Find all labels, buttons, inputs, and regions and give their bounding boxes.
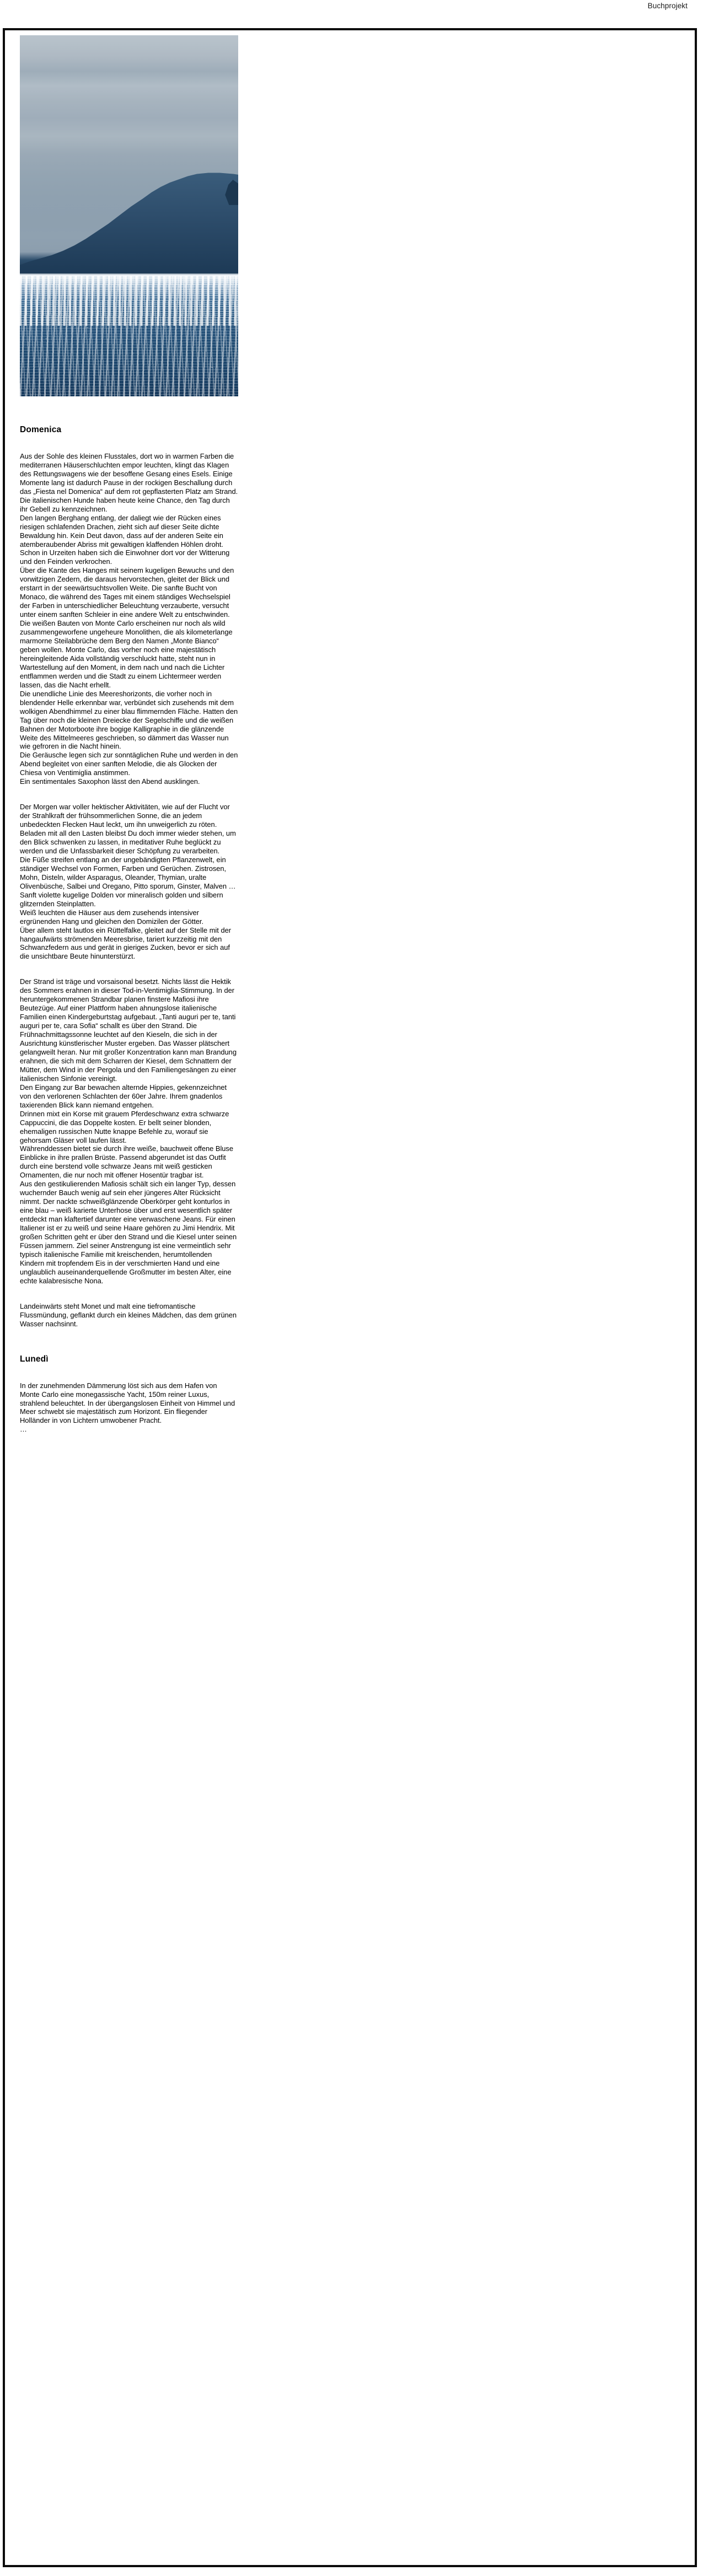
domenica-block-4 <box>20 1302 238 1329</box>
paragraph: Drinnen mixt ein Korse mit grauem Pferdeschwanz extra schwarze Cappuccini, die das Doppelte kosten. Er bellt seiner blonden, ehemaligen russischen Nutte knappe Befehle zu, worauf sie gehorsam Gläser voll laufen lässt. <box>20 1109 229 1144</box>
page-frame <box>3 28 697 2567</box>
paragraph: Der Morgen war voller hektischer Aktivitäten, wie auf der Flucht vor der Strahlkraft der frühsommerlichen Sonne, die an jedem unbedeckten Flecken Haut leckt, um ihn unweigerlich zu röten. <box>20 803 230 829</box>
paragraph: Die Füße streifen entlang an der ungebändigten Pflanzenwelt, ein ständiger Wechsel von Formen, Farben und Gerüchen. Zistrosen, Mohn, Disteln, wilder Asparagus, Oleander, Thymian, uralte Olivenbüsche, Salbei und Oregano, Pitto sporum, Ginster, Malven … Sanft violette kugelige Dolden vor mineralisch golden und silbern glitzernden Steinplatten. <box>20 855 236 908</box>
continuation-ellipsis: … <box>20 1425 27 1434</box>
domenica-block-2 <box>20 803 238 961</box>
paragraph: Der Strand ist träge und vorsaisonal besetzt. Nichts lässt die Hektik des Sommers erahnen in dieser Tod-in-Ventimiglia-Stimmung. In der heruntergekommenen Strandbar planen finstere Mafiosi ihre Beutezüge. Auf einer Plattform haben ahnungslose italienische Familien einen Kindergeburtstag aufgebaut. „Tanti auguri per te, tanti auguri per te, cara Sofia“ schallt es über den Strand. Die Frühnachmittagssonne leuchtet auf den Kieseln, die sich in der Ausrichtung künstlerischer Muster ergeben. Das Wasser plätschert gelangweilt heran. Nur mit großer Konzentration kann man Brandung erahnen, die sich mit dem Scharren der Kiesel, dem Schnattern der Mütter, dem Wind in der Pergola und den Familiengesängen zu einer italienischen Sinfonie vereinigt. <box>20 977 237 1083</box>
seascape-photo <box>20 35 238 396</box>
seascape-photo-image <box>20 35 238 396</box>
domenica-block-1 <box>20 452 238 786</box>
paragraph: Den Eingang zur Bar bewachen alternde Hippies, gekennzeichnet von den verlorenen Schlachten der 60er Jahre. Ihrem gnadenlos taxierenden Blick kann niemand entgehen. <box>20 1083 227 1109</box>
paragraph: Den langen Berghang entlang, der daliegt wie der Rücken eines riesigen schlafenden Drachen, zieht sich auf dieser Seite dichte Bewaldung hin. Kein Deut davon, dass auf der anderen Seite ein atemberaubender Abriss mit gewaltigen klaffenden Höhlen droht. Schon in Urzeiten haben sich die Einwohner dort vor der Witterung und den Feinden verkrochen. <box>20 513 230 566</box>
content-column <box>20 30 238 1434</box>
paragraph: Beladen mit all den Lasten bleibst Du doch immer wieder stehen, um den Blick schwenken zu lassen, in meditativer Ruhe beglückt zu werden und die Unfassbarkeit dieser Schöpfung zu verarbeiten. <box>20 829 236 855</box>
paragraph: Währenddessen bietet sie durch ihre weiße, bauchweit offene Bluse Einblicke in ihre prallen Brüste. Passend abgerundet ist das Outfit durch eine berstend volle schwarze Jeans mit weiß gesticken Ornamenten, die nur noch mit offener Hosentür tragbar ist. <box>20 1144 233 1180</box>
paragraph: Die Geräusche legen sich zur sonntäglichen Ruhe und werden in den Abend begleitet von einer sanften Melodie, die als Glocken der Chiesa von Ventimiglia anstimmen. <box>20 751 238 777</box>
section-title-lunedi: Lunedì <box>20 1354 49 1364</box>
running-head-buchprojekt: Buchprojekt <box>647 2 688 10</box>
paragraph: Aus den gestikulierenden Mafiosis schält sich ein langer Typ, dessen wuchernder Bauch wenig auf sein eher jüngeres Alter Rücksicht nimmt. Der nackte schweißglänzende Oberkörper geht konturlos in eine blau – weiß karierte Unterhose über und erst wesentlich später entdeckt man klaftertief darunter eine verwaschene Jeans. Für einen Italiener ist er zu weiß und seine Haare gehören zu Jimi Hendrix. Mit großen Schritten geht er über den Strand und die Kiesel unter seinen Füssen jammern. Ziel seiner Anstrengung ist eine vermeintlich sehr typisch italienische Familie mit kreischenden, herumtollenden Kindern mit tropfendem Eis in der verschmierten Hand und eine unglaublich auseinanderquellende Großmutter im besten Alter, eine echte kalabresische Nona. <box>20 1180 237 1285</box>
paragraph: Weiß leuchten die Häuser aus dem zusehends intensiver ergrünenden Hang und gleichen den Domizilen der Götter. <box>20 908 203 926</box>
paragraph: Ein sentimentales Saxophon lässt den Abend ausklingen. <box>20 777 200 786</box>
paragraph: Die unendliche Linie des Meereshorizonts, die vorher noch in blendender Helle erkennbar war, verbündet sich zusehends mit dem wolkigen Abendhimmel zu einer blau flimmernden Fläche. Hatten den Tag über noch die kleinen Dreiecke der Segelschiffe und die weißen Bahnen der Motorboote ihre bogige Kalligraphie in die glänzende Weite des Mittelmeeres geschrieben, so dämmert das Wasser nun wie gefroren in die Nacht hinein. <box>20 689 238 751</box>
lunedi-block-1 <box>20 1381 238 1434</box>
headland-silhouette <box>20 165 238 274</box>
paragraph: In der zunehmenden Dämmerung löst sich aus dem Hafen von Monte Carlo eine monegassische Yacht, 150m reiner Luxus, strahlend beleuchtet. In der übergangslosen Einheit von Himmel und Meer schwebt sie majestätisch zum Horizont. Ein fliegender Holländer in von Lichtern umwobener Pracht. <box>20 1381 235 1425</box>
paragraph: Über die Kante des Hanges mit seinem kugeligen Bewuchs und den vorwitzigen Zedern, die daraus hervorstechen, gleitet der Blick und erstarrt in der seewärtsuchtsvollen Weite. Die sanfte Bucht von Monaco, die während des Tages mit einem ständiges Wechselspiel der Farben in unterschiedlicher Beleuchtung verzauberte, versucht unter einem sanften Schleier in eine andere Welt zu entschwinden. Die weißen Bauten von Monte Carlo erscheinen nur noch als wild zusammengeworfene ungeheure Monolithen, die als kilometerlange marmorne Steilabbrüche dem Berg den Namen „Monte Bianco“ geben wollen. Monte Carlo, das vorher noch eine majestätisch hereingleitende Aida vollständig verschluckt hatte, steht nun in Wartestellung auf den Moment, in dem nach und nach die Lichter entflammen werden und die Stadt zu einem Lichtermeer werden lassen, das die Nacht erhellt. <box>20 566 234 689</box>
section-title-domenica: Domenica <box>20 425 62 434</box>
paragraph: Über allem steht lautlos ein Rüttelfalke, gleitet auf der Stelle mit der hangaufwärts strömenden Meeresbrise, tariert kurzzeitig mit den Schwanzfedern aus und gerät in gieriges Zucken, bevor er sich auf die unsichtbare Beute hinunterstürzt. <box>20 926 231 961</box>
paragraph: Aus der Sohle des kleinen Flusstales, dort wo in warmen Farben die mediterranen Häuserschluchten empor leuchten, klingt das Klagen des Rettungswagens wie der besoffene Gesang eines Esels. Einige Momente lang ist dadurch Pause in der rockigen Beschallung durch das „Fiesta nel Domenica“ auf dem rot gepflasterten Platz am Strand. Die italienischen Hunde haben heute keine Chance, den Tag durch ihr Gebell zu kennzeichnen. <box>20 452 238 513</box>
sea-glitter-highlight <box>20 276 238 326</box>
paragraph: Landeinwärts steht Monet und malt eine tiefromantische Flussmündung, geflankt durch ein kleines Mädchen, das dem grünen Wasser nachsinnt. <box>20 1302 237 1328</box>
domenica-block-3 <box>20 977 238 1285</box>
